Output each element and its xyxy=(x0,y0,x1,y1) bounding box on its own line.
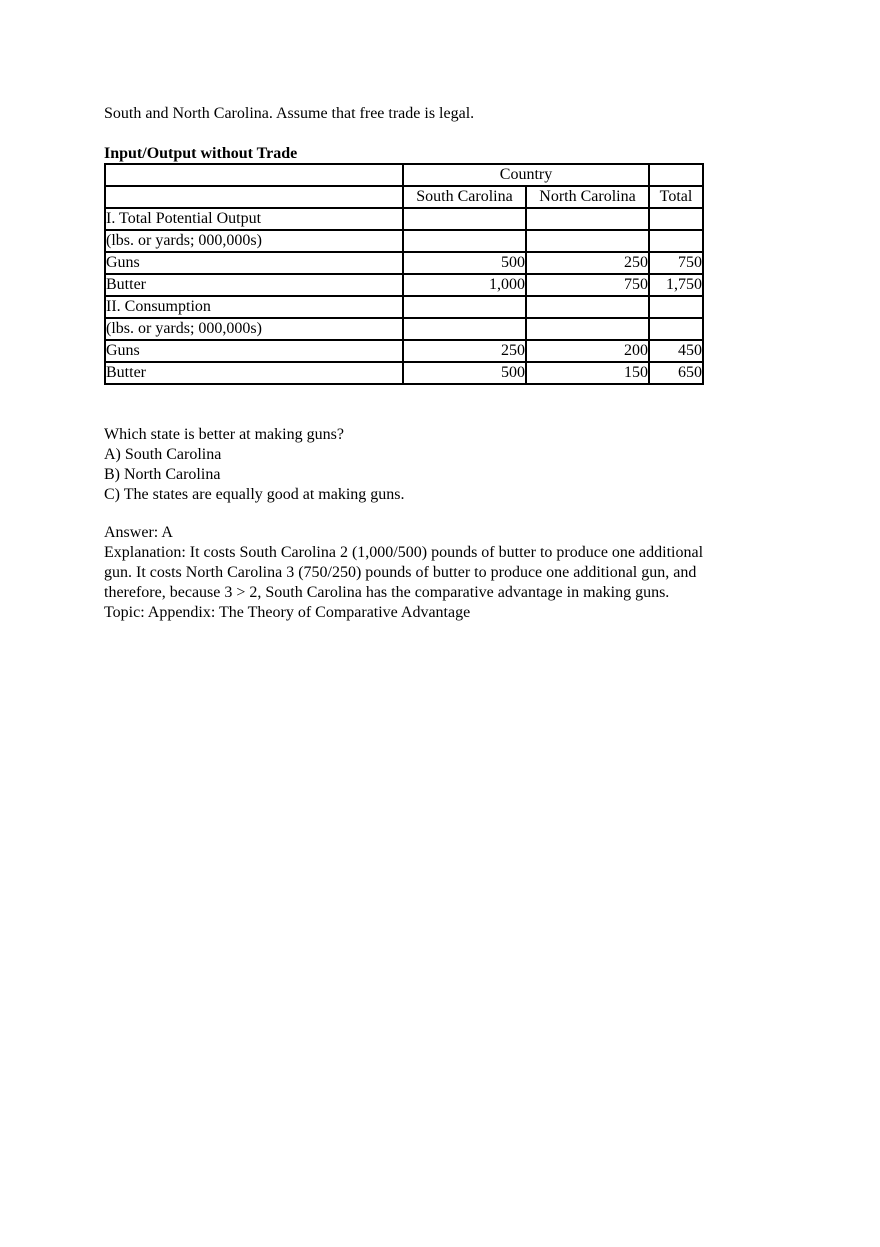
option-b: B) North Carolina xyxy=(104,466,221,483)
table-row xyxy=(106,209,702,231)
cell-north: 150 xyxy=(527,363,650,383)
table-row xyxy=(106,341,702,363)
row-label: Butter xyxy=(106,363,404,383)
table-row xyxy=(106,319,702,341)
explanation-line: Explanation: It costs South Carolina 2 (1,000/500) pounds of butter to produce one additional xyxy=(104,544,704,561)
cell-total: 750 xyxy=(650,253,702,275)
header-country: Country xyxy=(404,165,650,187)
header-south-carolina: South Carolina xyxy=(404,187,527,209)
row-label: (lbs. or yards; 000,000s) xyxy=(106,231,404,253)
cell-total: 650 xyxy=(678,364,702,381)
cell-north xyxy=(527,319,650,341)
cell-north: 750 xyxy=(527,275,650,297)
cell-north: 250 xyxy=(527,253,650,275)
option-c: C) The states are equally good at making guns. xyxy=(104,486,405,503)
cell-south xyxy=(404,319,527,341)
row-label: Butter xyxy=(106,275,404,297)
cell-total: 1,750 xyxy=(650,275,702,297)
cell-south xyxy=(404,209,527,231)
input-output-table xyxy=(104,163,704,385)
option-a: A) South Carolina xyxy=(104,446,222,463)
cell-total: 450 xyxy=(650,341,702,363)
cell-south: 250 xyxy=(404,341,527,363)
explanation-line: therefore, because 3 > 2, South Carolina has the comparative advantage in making guns. xyxy=(104,584,670,601)
cell-south xyxy=(404,231,527,253)
row-label: Guns xyxy=(106,341,404,363)
row-label: I. Total Potential Output xyxy=(106,209,404,231)
cell-south: 1,000 xyxy=(404,275,527,297)
table-row xyxy=(106,297,702,319)
intro-text: South and North Carolina. Assume that free trade is legal. xyxy=(104,105,475,122)
table-header-row-group xyxy=(106,165,702,187)
cell-total xyxy=(650,319,702,341)
row-label: II. Consumption xyxy=(106,297,404,319)
header-total: Total xyxy=(650,187,702,209)
header-empty-total xyxy=(650,165,702,187)
header-empty-cell xyxy=(106,165,404,187)
header-empty-label xyxy=(106,187,404,209)
question-text: Which state is better at making guns? xyxy=(104,426,344,443)
cell-south: 500 xyxy=(404,363,527,383)
explanation-line: gun. It costs North Carolina 3 (750/250) pounds of butter to produce one additional gun, and xyxy=(104,564,697,581)
row-label: (lbs. or yards; 000,000s) xyxy=(106,319,404,341)
cell-total xyxy=(650,231,702,253)
header-north-carolina: North Carolina xyxy=(527,187,650,209)
table-title: Input/Output without Trade xyxy=(104,145,298,162)
answer-block xyxy=(104,523,784,623)
table-row xyxy=(106,363,702,383)
cell-north xyxy=(527,209,650,231)
topic-line: Topic: Appendix: The Theory of Comparative Advantage xyxy=(104,604,471,621)
table-row xyxy=(106,275,702,297)
cell-north xyxy=(527,231,650,253)
cell-north xyxy=(527,297,650,319)
cell-north: 200 xyxy=(527,341,650,363)
table-row xyxy=(106,253,702,275)
cell-south xyxy=(404,297,527,319)
cell-total xyxy=(650,297,702,319)
row-label: Guns xyxy=(106,253,404,275)
question-block xyxy=(104,425,405,505)
cell-south: 500 xyxy=(404,253,527,275)
answer-line: Answer: A xyxy=(104,524,173,541)
cell-total xyxy=(650,209,702,231)
table-row xyxy=(106,231,702,253)
table-header-row-columns xyxy=(106,187,702,209)
